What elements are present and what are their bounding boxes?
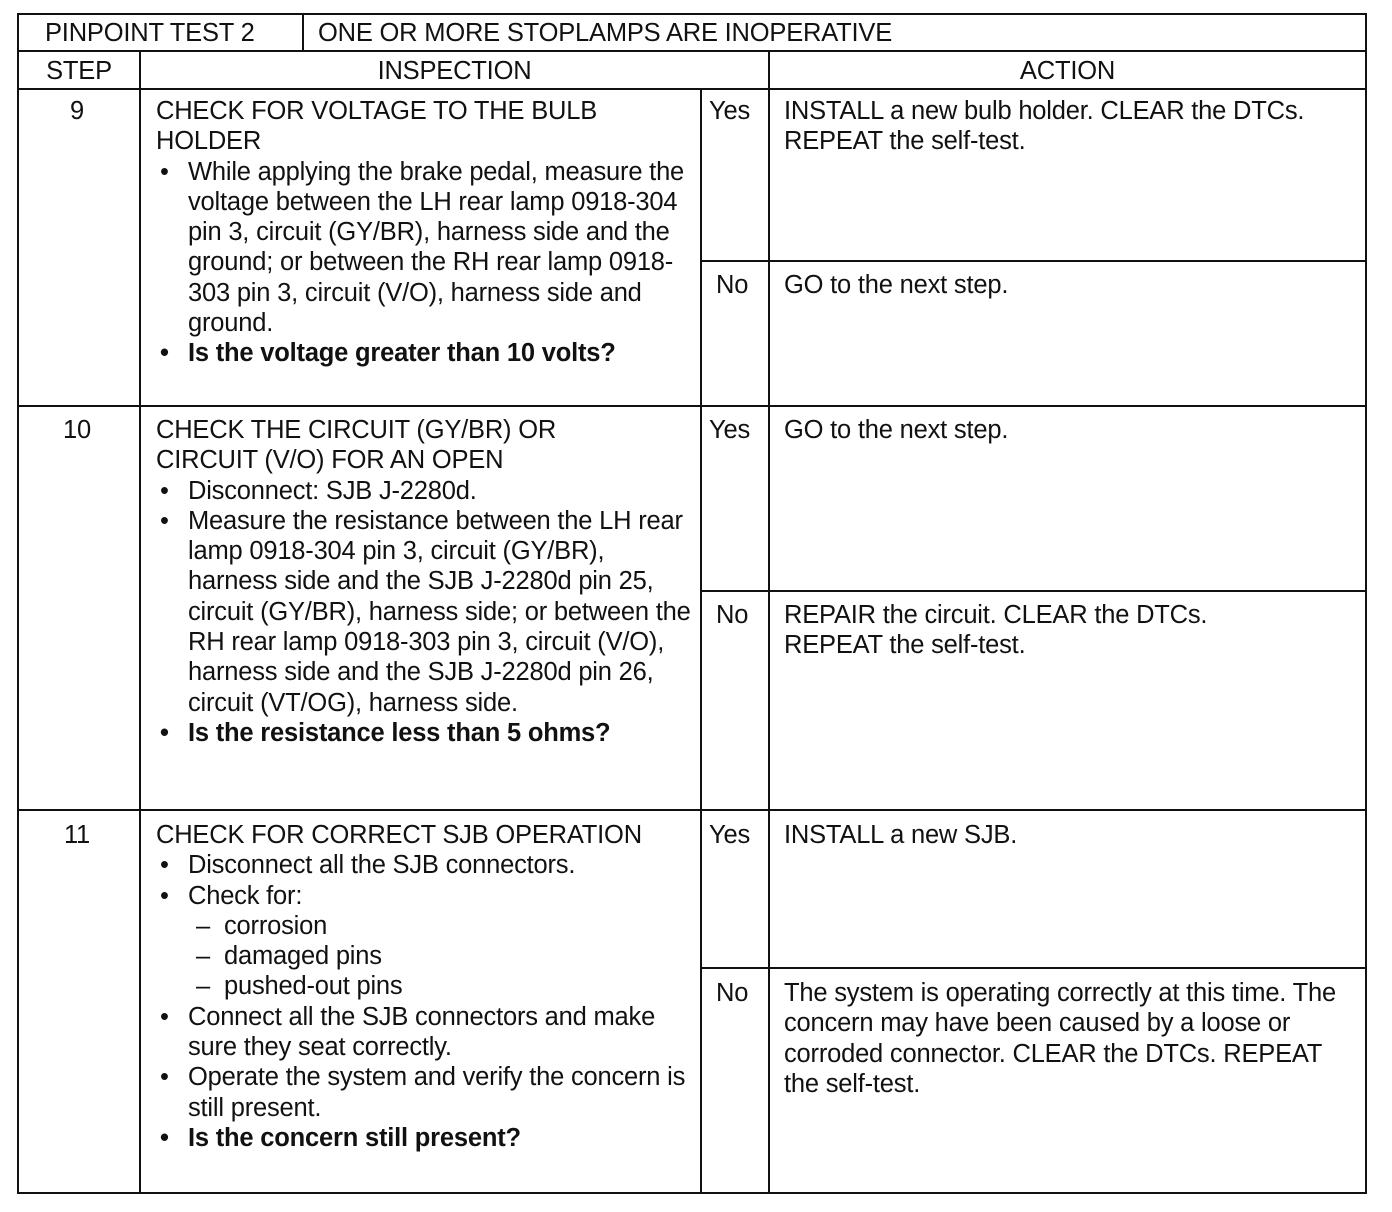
rule-below-headers (19, 88, 1365, 90)
inspection-bullet: • Disconnect all the SJB connectors. (156, 850, 696, 880)
pinpoint-test-table (17, 13, 1367, 1194)
test-id: PINPOINT TEST 2 (45, 19, 255, 47)
rule-action-divider (768, 50, 770, 1192)
inspection-question: • Is the voltage greater than 10 volts? (156, 338, 696, 368)
no-action: REPAIR the circuit. CLEAR the DTCs. REPEAT the self-test. (784, 601, 1208, 660)
inspection-step-9 (156, 96, 696, 369)
inspection-title: CIRCUIT (V/O) FOR AN OPEN (156, 446, 504, 475)
inspection-bullet: • While applying the brake pedal, measure the voltage between the LH rear lamp 0918-304 pin 3, circuit (GY/BR), harness side and the ground; or between the RH rear lamp 0918-303 pin 3, circuit (V/O), harness side and ground. (156, 157, 696, 339)
check-item: – corrosion (188, 911, 696, 941)
inspection-bullet-text: Check for: (188, 881, 303, 910)
rule-below-row9 (19, 405, 1365, 407)
inspection-title: CHECK FOR CORRECT SJB OPERATION (156, 821, 642, 849)
inspection-title: HOLDER (156, 127, 262, 156)
rule-answer-divider (700, 88, 702, 1192)
inspection-bullet (156, 881, 696, 1002)
rule-title-divider (302, 15, 304, 51)
column-header-inspection: INSPECTION (377, 57, 532, 85)
check-item: – pushed-out pins (188, 971, 696, 1001)
check-item: – damaged pins (188, 941, 696, 971)
rule-step-divider (139, 50, 141, 1192)
rule-row11-yes-no (701, 967, 1365, 969)
yes-label: Yes (709, 416, 750, 444)
no-action: The system is operating correctly at this time. The concern may have been caused by a loose or corroded connector. CLEAR the DTCs. REPEAT the self-test. (784, 979, 1336, 1098)
no-label: No (716, 271, 749, 299)
rule-row10-yes-no (701, 590, 1365, 592)
no-label: No (716, 979, 749, 1007)
yes-label: Yes (709, 97, 750, 125)
step-number: 10 (63, 416, 91, 444)
yes-action: INSTALL a new bulb holder. CLEAR the DTCs. REPEAT the self-test. (784, 97, 1305, 156)
inspection-step-10 (156, 415, 694, 748)
rule-below-row10 (19, 809, 1365, 811)
inspection-bullet: • Operate the system and verify the concern is still present. (156, 1062, 696, 1123)
step-number: 9 (70, 97, 84, 125)
rule-below-title (19, 50, 1365, 52)
inspection-bullet: • Connect all the SJB connectors and make sure they seat correctly. (156, 1002, 696, 1063)
column-header-step: STEP (46, 57, 112, 85)
rule-row9-yes-no (701, 260, 1365, 262)
inspection-title: CHECK THE CIRCUIT (GY/BR) OR (156, 416, 557, 444)
yes-action: INSTALL a new SJB. (784, 821, 1018, 849)
inspection-question: • Is the resistance less than 5 ohms? (156, 718, 694, 748)
column-header-action: ACTION (1019, 57, 1116, 85)
yes-label: Yes (709, 821, 750, 849)
test-title: ONE OR MORE STOPLAMPS ARE INOPERATIVE (318, 19, 893, 47)
inspection-bullet: • Disconnect: SJB J-2280d. (156, 476, 694, 506)
inspection-question: • Is the concern still present? (156, 1123, 696, 1153)
inspection-title: CHECK FOR VOLTAGE TO THE BULB (156, 97, 598, 125)
inspection-bullet: • Measure the resistance between the LH rear lamp 0918-304 pin 3, circuit (GY/BR), harness side and the SJB J-2280d pin 25, circuit (GY/BR), harness side; or between the RH rear lamp 0918-303 pin 3, circuit (V/O), harness side and the SJB J-2280d pin 26, circuit (VT/OG), harness side. (156, 506, 694, 718)
no-action: GO to the next step. (784, 271, 1009, 299)
inspection-step-11 (156, 820, 696, 1153)
step-number: 11 (63, 821, 91, 849)
yes-action: GO to the next step. (784, 416, 1009, 444)
no-label: No (716, 601, 749, 629)
